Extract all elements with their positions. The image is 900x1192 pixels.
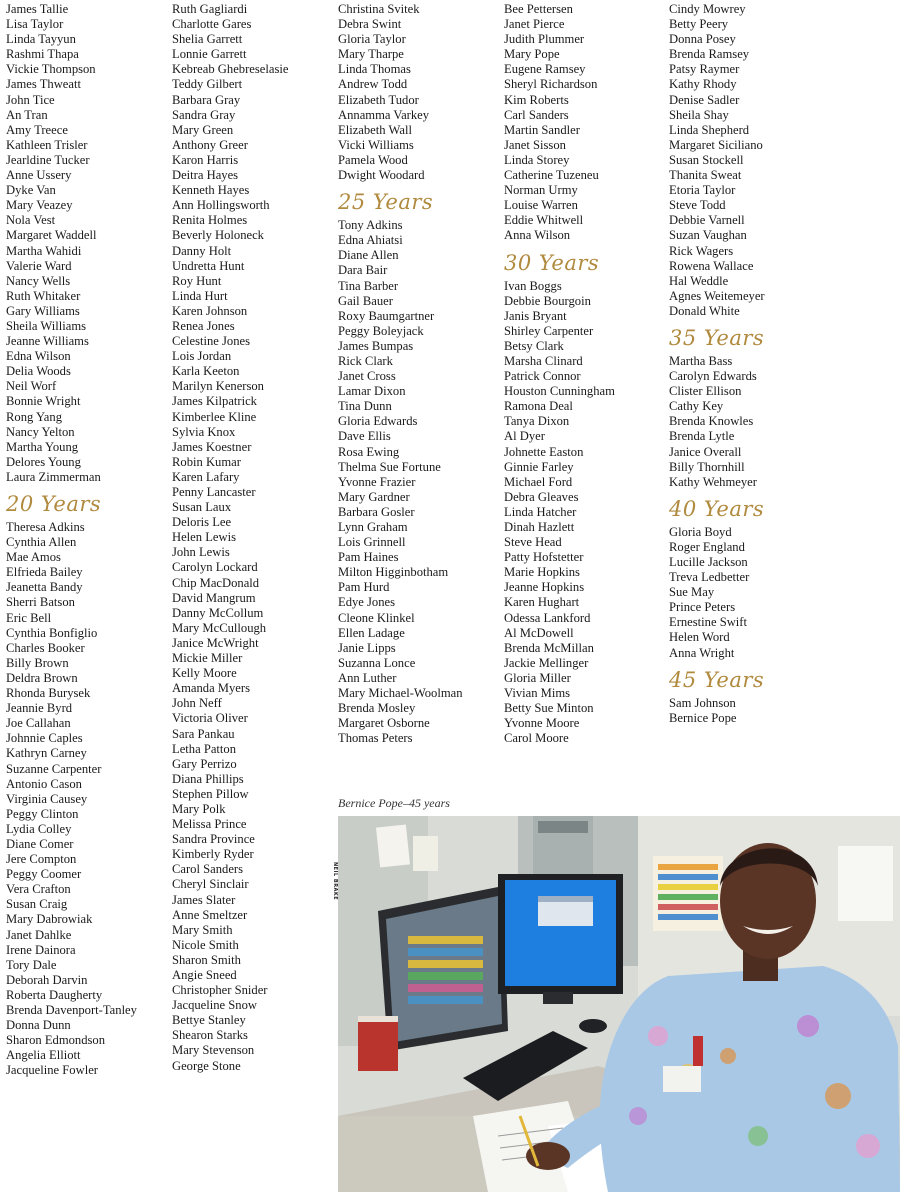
employee-name: Rick Clark: [338, 353, 393, 368]
employee-name: Thanita Sweat: [669, 168, 742, 183]
employee-name: Susan Laux: [172, 500, 232, 515]
employee-name: James Thweatt: [6, 77, 81, 92]
employee-name: Janice Overall: [669, 444, 742, 459]
employee-name: Brenda Davenport-Tanley: [6, 1003, 137, 1017]
employee-name: Jere Compton: [6, 852, 77, 867]
employee-name: Amanda Myers: [172, 681, 250, 696]
employee-name: Yvonne Frazier: [338, 474, 416, 489]
employee-name: John Lewis: [172, 545, 230, 560]
employee-name: Cynthia Allen: [6, 535, 77, 550]
employee-name: Karen Hughart: [504, 595, 580, 610]
employee-name: Christopher Snider: [172, 983, 268, 998]
employee-name: Nicole Smith: [172, 937, 239, 952]
employee-name: Lonnie Garrett: [172, 47, 247, 62]
employee-name: Debbie Varnell: [669, 213, 745, 228]
employee-name: Thelma Sue Fortune: [338, 459, 441, 474]
employee-name: Bernice Pope: [669, 710, 737, 725]
employee-name: Brenda Ramsey: [669, 47, 750, 62]
employee-name: Yvonne Moore: [504, 716, 580, 731]
employee-name: Carol Moore: [504, 731, 569, 746]
employee-name: Eugene Ramsey: [504, 62, 586, 77]
employee-name: Cindy Mowrey: [669, 2, 746, 16]
employee-name: Delia Woods: [6, 364, 71, 379]
employee-name: Margaret Waddell: [6, 228, 97, 243]
employee-name: Sandra Province: [172, 832, 255, 847]
employee-name: Barbara Gosler: [338, 504, 415, 519]
employee-name: Carolyn Lockard: [172, 560, 258, 575]
employee-name: Pamela Wood: [338, 152, 408, 167]
name-column-4: [504, 2, 615, 746]
employee-name: Sheila Williams: [6, 318, 87, 333]
employee-name: Prince Peters: [669, 600, 736, 615]
employee-name: Undretta Hunt: [172, 258, 245, 273]
employee-name: Janice McWright: [172, 635, 259, 650]
employee-name: Deborah Darvin: [6, 972, 88, 987]
employee-name: Vera Crafton: [6, 882, 71, 897]
employee-name: Dwight Woodard: [338, 168, 425, 183]
employee-name: Diana Phillips: [172, 771, 244, 786]
employee-name: Penny Lancaster: [172, 485, 256, 499]
employee-name: Ellen Ladage: [338, 625, 405, 640]
employee-name: Nola Vest: [6, 213, 56, 228]
employee-name: Linda Thomas: [338, 62, 411, 77]
employee-name: Peggy Boleyjack: [338, 323, 424, 338]
employee-name: Patsy Raymer: [669, 62, 740, 77]
employee-name: Edye Jones: [338, 595, 396, 610]
employee-name: Laura Zimmerman: [6, 469, 101, 484]
employee-name: Martha Bass: [669, 353, 733, 368]
employee-name: Chip MacDonald: [172, 575, 260, 590]
employee-name: Mary Dabrowiak: [6, 912, 93, 927]
employee-name: Victoria Oliver: [172, 711, 248, 726]
employee-name: Norman Urmy: [504, 183, 578, 198]
section-heading: 20 Years: [6, 492, 102, 516]
employee-name: Susan Craig: [6, 897, 68, 912]
employee-name: Lynn Graham: [338, 520, 408, 534]
employee-name: Roger England: [669, 539, 745, 554]
employee-name: Beverly Holoneck: [172, 228, 264, 243]
employee-name: Lois Jordan: [172, 349, 232, 364]
employee-name: Anne Smeltzer: [172, 907, 248, 922]
employee-name: Dinah Hazlett: [504, 520, 575, 534]
photo: [338, 816, 900, 1192]
office-photo-illustration: [338, 816, 900, 1192]
employee-name: Johnette Easton: [504, 444, 584, 459]
employee-name: Delores Young: [6, 454, 81, 469]
employee-name: Andrew Todd: [338, 77, 408, 92]
employee-name: Barbara Gray: [172, 92, 241, 107]
employee-name: Steve Todd: [669, 198, 726, 213]
employee-name: Martin Sandler: [504, 122, 580, 137]
employee-name: Janet Cross: [338, 369, 396, 384]
employee-name: Anna Wilson: [504, 228, 571, 243]
employee-name: Rowena Wallace: [669, 258, 754, 273]
employee-name: Cheryl Sinclair: [172, 877, 249, 892]
employee-name: Charlotte Gares: [172, 17, 252, 32]
employee-name: Celestine Jones: [172, 334, 250, 349]
employee-name: Tina Dunn: [338, 399, 392, 414]
employee-name: Clister Ellison: [669, 384, 742, 399]
employee-name: Marsha Clinard: [504, 353, 583, 368]
employee-name: Jeanne Williams: [6, 334, 89, 349]
employee-name: Susan Stockell: [669, 152, 744, 167]
employee-name: Al Dyer: [504, 429, 545, 444]
employee-name: Janet Dahlke: [6, 927, 72, 942]
employee-name: Roberta Daugherty: [6, 987, 103, 1002]
section-heading: 35 Years: [669, 325, 765, 350]
employee-name: Jeanne Hopkins: [504, 580, 585, 595]
employee-name: Bonnie Wright: [6, 394, 81, 409]
employee-name: Rashmi Thapa: [6, 47, 79, 62]
employee-name: Teddy Gilbert: [172, 77, 243, 92]
employee-name: Renita Holmes: [172, 213, 248, 228]
employee-name: Treva Ledbetter: [669, 570, 750, 585]
employee-name: Rosa Ewing: [338, 444, 400, 459]
employee-name: Linda Storey: [504, 152, 570, 167]
section-heading: 40 Years: [669, 496, 765, 521]
employee-name: Gloria Taylor: [338, 32, 406, 47]
employee-name: Anthony Greer: [172, 137, 248, 152]
employee-name: Kimberly Ryder: [172, 847, 254, 862]
employee-name: Danny McCollum: [172, 605, 264, 620]
employee-name: Jacqueline Fowler: [6, 1063, 98, 1078]
employee-name: Ann Hollingsworth: [172, 198, 270, 213]
name-column-3: [338, 2, 463, 746]
employee-name: Nancy Wells: [6, 273, 71, 288]
employee-name: Ramona Deal: [504, 399, 573, 414]
employee-name: James Bumpas: [338, 338, 414, 353]
employee-name: Dave Ellis: [338, 429, 391, 444]
employee-name: James Tallie: [6, 2, 69, 16]
employee-name: Kathy Rhody: [669, 77, 737, 92]
employee-name: Angie Sneed: [172, 968, 237, 982]
employee-name: Shelia Garrett: [172, 32, 243, 47]
employee-name: Suzanna Lonce: [338, 655, 416, 670]
employee-name: Jacqueline Snow: [172, 998, 257, 1013]
employee-name: Mary Veazey: [6, 198, 73, 213]
employee-name: John Tice: [6, 92, 55, 107]
employee-name: Virginia Causey: [6, 791, 88, 806]
employee-name: Ruth Gagliardi: [172, 2, 248, 16]
employee-name: Etoria Taylor: [669, 183, 736, 198]
employee-name: James Koestner: [172, 439, 252, 454]
employee-name: Sylvia Knox: [172, 424, 236, 439]
employee-name: Jeanetta Bandy: [6, 580, 83, 595]
name-column-1: [6, 2, 137, 1078]
employee-name: Gary Williams: [6, 303, 80, 318]
employee-name: Gail Bauer: [338, 293, 393, 308]
employee-name: Neil Worf: [6, 379, 57, 394]
employee-name: Tanya Dixon: [504, 414, 570, 429]
employee-name: Odessa Lankford: [504, 610, 591, 625]
employee-name: Debra Swint: [338, 17, 402, 32]
employee-name: Irene Dainora: [6, 942, 76, 957]
employee-name: Kathy Wehmeyer: [669, 474, 757, 489]
employee-name: George Stone: [172, 1058, 241, 1073]
employee-name: Ruth Whitaker: [6, 288, 81, 303]
employee-name: Kebreab Ghebreselasie: [172, 62, 289, 77]
employee-name: Valerie Ward: [6, 258, 72, 273]
employee-name: Tina Barber: [338, 278, 399, 293]
employee-name: Theresa Adkins: [6, 520, 85, 534]
employee-name: Peggy Clinton: [6, 806, 79, 821]
employee-name: Janis Bryant: [504, 308, 567, 323]
employee-name: Elizabeth Tudor: [338, 92, 419, 107]
employee-name: Ann Luther: [338, 670, 397, 685]
employee-name: Mickie Miller: [172, 651, 243, 666]
photo-caption: Bernice Pope–45 years: [338, 796, 450, 810]
employee-name: Marie Hopkins: [504, 565, 580, 580]
employee-name: Elfrieda Bailey: [6, 565, 83, 580]
employee-name: Mary Pope: [504, 47, 560, 62]
name-column-2: [172, 2, 288, 1074]
employee-name: Mary Smith: [172, 922, 233, 937]
employee-name: Mary McCullough: [172, 620, 267, 635]
employee-name: Margaret Osborne: [338, 716, 430, 731]
employee-name: Mary Michael-Woolman: [338, 686, 463, 701]
employee-name: Houston Cunningham: [504, 384, 615, 399]
employee-name: Brenda McMillan: [504, 640, 594, 655]
employee-name: Diane Allen: [338, 248, 399, 263]
employee-name: Denise Sadler: [669, 92, 740, 107]
employee-name: Roxy Baumgartner: [338, 308, 435, 323]
employee-name: Peggy Coomer: [6, 867, 82, 882]
employee-name: Rick Wagers: [669, 243, 734, 258]
employee-name: Betty Peery: [669, 17, 729, 32]
employee-name: Mae Amos: [6, 550, 61, 565]
employee-name: Linda Hatcher: [504, 504, 577, 519]
employee-name: Elizabeth Wall: [338, 122, 412, 137]
employee-name: Judith Plummer: [504, 32, 585, 47]
employee-name: Christina Svitek: [338, 2, 420, 16]
employee-name: Anne Ussery: [6, 168, 72, 183]
employee-name: Cathy Key: [669, 399, 724, 414]
employee-name: Diane Comer: [6, 836, 74, 851]
employee-name: Shearon Starks: [172, 1028, 248, 1043]
employee-name: Pam Haines: [338, 550, 399, 565]
employee-name: Danny Holt: [172, 243, 232, 258]
employee-name: Karen Lafary: [172, 469, 240, 484]
employee-name: Janet Pierce: [504, 17, 565, 32]
employee-name: Linda Hurt: [172, 288, 228, 303]
employee-name: Patty Hofstetter: [504, 550, 584, 565]
employee-name: Eddie Whitwell: [504, 213, 584, 228]
employee-name: Hal Weddle: [669, 273, 729, 288]
employee-name: Martha Young: [6, 439, 79, 454]
employee-name: Helen Lewis: [172, 530, 236, 545]
employee-name: Sharon Smith: [172, 952, 241, 967]
employee-name: Charles Booker: [6, 640, 85, 655]
employee-name: Lisa Taylor: [6, 17, 64, 32]
employee-name: Angelia Elliott: [6, 1048, 81, 1063]
name-column-5: [669, 2, 765, 726]
employee-name: Sheryl Richardson: [504, 77, 598, 92]
employee-name: Carolyn Edwards: [669, 369, 757, 384]
employee-name: Amy Treece: [6, 122, 68, 137]
employee-name: Bettye Stanley: [172, 1013, 246, 1028]
employee-name: Suzanne Carpenter: [6, 761, 102, 776]
employee-name: James Kilpatrick: [172, 394, 257, 409]
employee-name: Deitra Hayes: [172, 168, 239, 183]
employee-name: Margaret Siciliano: [669, 137, 763, 152]
employee-name: Brenda Knowles: [669, 414, 754, 429]
employee-name: Kelly Moore: [172, 666, 237, 681]
employee-name: Mary Tharpe: [338, 47, 404, 62]
employee-name: Lydia Colley: [6, 821, 72, 836]
employee-name: Anna Wright: [669, 645, 735, 660]
employee-name: James Slater: [172, 892, 236, 907]
employee-name: Kathleen Trisler: [6, 137, 88, 152]
employee-name: Cleone Klinkel: [338, 610, 415, 625]
employee-name: Michael Ford: [504, 474, 573, 489]
employee-name: Ivan Boggs: [504, 278, 562, 293]
employee-name: Vicki Williams: [338, 137, 414, 152]
employee-name: Helen Word: [669, 630, 730, 645]
employee-name: Donna Dunn: [6, 1018, 71, 1033]
employee-name: Ginnie Farley: [504, 459, 574, 474]
employee-name: Donald White: [669, 303, 740, 318]
employee-name: Donna Posey: [669, 32, 736, 47]
employee-name: Suzan Vaughan: [669, 228, 747, 243]
employee-name: Deloris Lee: [172, 515, 232, 530]
employee-name: Bee Pettersen: [504, 2, 573, 16]
employee-name: Brenda Lytle: [669, 429, 735, 444]
employee-name: Gloria Edwards: [338, 414, 418, 429]
employee-name: Steve Head: [504, 535, 562, 550]
employee-name: Antonio Cason: [6, 776, 82, 791]
employee-name: Billy Brown: [6, 655, 69, 670]
employee-name: Kim Roberts: [504, 92, 569, 107]
employee-name: Gary Perrizo: [172, 756, 237, 771]
employee-name: Dyke Van: [6, 183, 56, 198]
employee-name: Linda Tayyun: [6, 32, 76, 47]
employee-name: Karen Johnson: [172, 303, 248, 318]
employee-name: Kathryn Carney: [6, 746, 87, 761]
employee-name: Debra Gleaves: [504, 489, 579, 504]
employee-name: Jeannie Byrd: [6, 701, 73, 716]
employee-name: John Neff: [172, 696, 222, 711]
employee-name: Edna Wilson: [6, 349, 71, 364]
employee-name: Annamma Varkey: [338, 107, 430, 122]
employee-name: Brenda Mosley: [338, 701, 416, 716]
section-heading: 25 Years: [338, 190, 434, 215]
employee-name: Sheila Shay: [669, 107, 729, 122]
employee-name: Betty Sue Minton: [504, 701, 594, 716]
employee-name: Martha Wahidi: [6, 243, 82, 258]
employee-name: Rong Yang: [6, 409, 62, 424]
employee-name: Tony Adkins: [338, 218, 403, 233]
employee-name: Jackie Mellinger: [504, 655, 589, 670]
employee-name: Sam Johnson: [669, 695, 736, 710]
employee-name: David Mangrum: [172, 590, 256, 605]
employee-name: Dara Bair: [338, 263, 388, 278]
employee-name: Lois Grinnell: [338, 535, 406, 550]
employee-name: Lamar Dixon: [338, 384, 406, 399]
employee-name: Rhonda Burysek: [6, 686, 91, 701]
employee-name: Agnes Weitemeyer: [669, 288, 765, 303]
employee-name: Catherine Tuzeneu: [504, 168, 599, 183]
employee-name: Nancy Yelton: [6, 424, 75, 439]
employee-name: Jearldine Tucker: [6, 152, 90, 167]
section-heading: 45 Years: [669, 667, 765, 692]
employee-name: Marilyn Kenerson: [172, 379, 264, 394]
employee-name: Sherri Batson: [6, 595, 75, 610]
employee-name: Karon Harris: [172, 152, 239, 167]
employee-name: Gloria Boyd: [669, 524, 732, 539]
employee-name: Betsy Clark: [504, 338, 564, 353]
employee-name: Sue May: [669, 585, 715, 600]
employee-name: Lucille Jackson: [669, 555, 748, 569]
employee-name: Vivian Mims: [504, 686, 571, 701]
employee-name: Sara Pankau: [172, 726, 235, 741]
employee-name: Edna Ahiatsi: [338, 233, 403, 248]
employee-name: Patrick Connor: [504, 369, 581, 384]
employee-name: Vickie Thompson: [6, 62, 96, 77]
employee-name: Tory Dale: [6, 957, 57, 972]
employee-name: Sharon Edmondson: [6, 1033, 105, 1048]
employee-name: Mary Gardner: [338, 489, 410, 504]
employee-name: Letha Patton: [172, 741, 237, 756]
employee-name: Mary Green: [172, 122, 234, 137]
employee-name: Billy Thornhill: [669, 459, 745, 474]
employee-name: Ernestine Swift: [669, 615, 747, 630]
employee-name: Gloria Miller: [504, 670, 571, 685]
section-heading: 30 Years: [504, 250, 600, 275]
employee-name: Janie Lipps: [338, 640, 396, 655]
employee-name: Linda Shepherd: [669, 122, 750, 137]
employee-name: Milton Higginbotham: [338, 565, 449, 580]
employee-name: Debbie Bourgoin: [504, 293, 591, 308]
employee-name: Thomas Peters: [338, 731, 413, 746]
employee-name: Al McDowell: [504, 625, 574, 640]
employee-name: Cynthia Bonfiglio: [6, 625, 98, 640]
photo-credit: NEIL BRAKE: [332, 862, 338, 901]
employee-name: Joe Callahan: [6, 716, 71, 731]
employee-name: An Tran: [6, 107, 48, 122]
employee-name: Eric Bell: [6, 610, 52, 625]
employee-name: Robin Kumar: [172, 454, 241, 469]
employee-name: Kimberlee Kline: [172, 409, 257, 424]
employee-name: Pam Hurd: [338, 580, 390, 595]
employee-name: Mary Polk: [172, 801, 226, 816]
employee-name: Sandra Gray: [172, 107, 236, 122]
employee-name: Deldra Brown: [6, 670, 78, 685]
employee-name: Carl Sanders: [504, 107, 569, 122]
employee-name: Mary Stevenson: [172, 1043, 255, 1058]
employee-name: Stephen Pillow: [172, 786, 249, 801]
employee-name: Johnnie Caples: [6, 731, 83, 746]
employee-name: Janet Sisson: [504, 137, 566, 152]
employee-name: Renea Jones: [172, 318, 235, 333]
employee-name: Shirley Carpenter: [504, 323, 594, 338]
employee-name: Karla Keeton: [172, 364, 240, 379]
employee-name: Kenneth Hayes: [172, 183, 250, 198]
employee-name: Melissa Prince: [172, 817, 247, 832]
employee-name: Carol Sanders: [172, 862, 243, 877]
employee-name: Roy Hunt: [172, 273, 222, 288]
employee-name: Louise Warren: [504, 198, 578, 213]
